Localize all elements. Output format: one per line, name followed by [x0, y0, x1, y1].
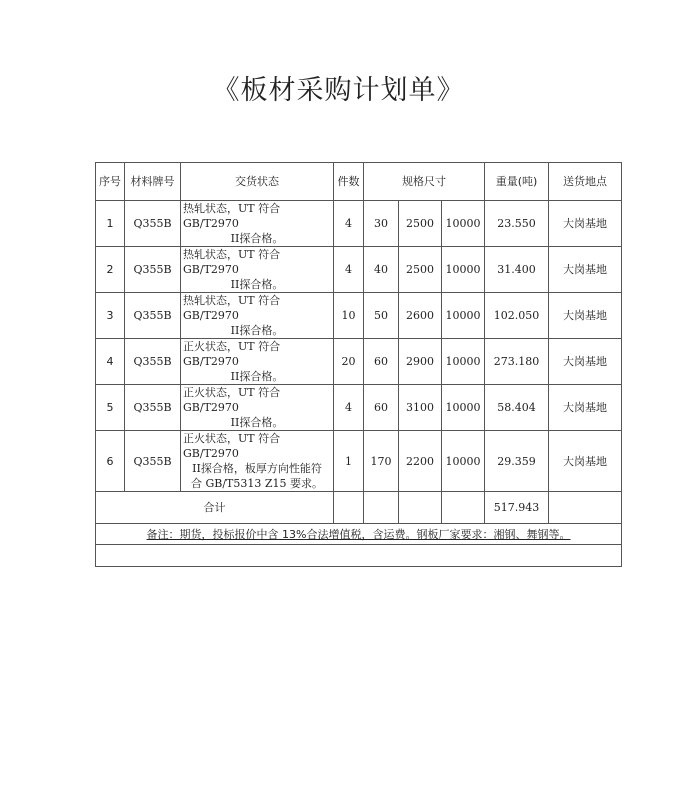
cell-status — [181, 339, 334, 385]
cell-qty: 10 — [334, 293, 364, 339]
header-grade: 材料牌号 — [125, 163, 181, 201]
cell-length: 10000 — [442, 247, 485, 293]
status-line: II探合格。 — [230, 370, 284, 383]
total-label: 合计 — [96, 492, 334, 524]
cell-seq: 6 — [96, 431, 125, 492]
cell-qty: 4 — [334, 247, 364, 293]
cell-destination: 大岗基地 — [549, 431, 622, 492]
cell-seq: 2 — [96, 247, 125, 293]
cell-thickness: 170 — [364, 431, 399, 492]
cell-width: 2500 — [399, 201, 442, 247]
table-header-row — [96, 163, 622, 201]
cell-qty: 1 — [334, 431, 364, 492]
cell-width: 3100 — [399, 385, 442, 431]
total-row — [96, 492, 622, 524]
cell-thickness: 40 — [364, 247, 399, 293]
cell-grade: Q355B — [125, 385, 181, 431]
status-line: II探合格，板厚方向性能符 — [192, 462, 322, 475]
cell-thickness: 60 — [364, 385, 399, 431]
cell-width: 2500 — [399, 247, 442, 293]
status-line: 热轧状态，UT 符合 GB/T2970 — [183, 202, 281, 230]
header-status: 交货状态 — [181, 163, 334, 201]
total-empty-cell — [399, 492, 442, 524]
cell-seq: 4 — [96, 339, 125, 385]
total-empty-cell — [334, 492, 364, 524]
cell-destination: 大岗基地 — [549, 339, 622, 385]
table-row — [96, 293, 622, 339]
status-line: 合 GB/T5313 Z15 要求。 — [190, 477, 324, 490]
total-empty-cell — [442, 492, 485, 524]
cell-grade: Q355B — [125, 293, 181, 339]
purchase-plan-table — [95, 162, 622, 567]
cell-grade: Q355B — [125, 339, 181, 385]
cell-destination: 大岗基地 — [549, 293, 622, 339]
cell-status — [181, 431, 334, 492]
blank-row — [96, 545, 622, 567]
status-line: 正火状态，UT 符合 GB/T2970 — [183, 432, 281, 460]
cell-weight: 29.359 — [485, 431, 549, 492]
cell-thickness: 30 — [364, 201, 399, 247]
cell-width: 2600 — [399, 293, 442, 339]
blank-cell — [96, 545, 622, 567]
cell-weight: 31.400 — [485, 247, 549, 293]
cell-length: 10000 — [442, 431, 485, 492]
header-weight: 重量(吨) — [485, 163, 549, 201]
cell-grade: Q355B — [125, 201, 181, 247]
cell-destination: 大岗基地 — [549, 247, 622, 293]
cell-length: 10000 — [442, 339, 485, 385]
table-row — [96, 339, 622, 385]
status-line: 热轧状态，UT 符合 GB/T2970 — [183, 248, 281, 276]
cell-thickness: 60 — [364, 339, 399, 385]
header-seq: 序号 — [96, 163, 125, 201]
note-row — [96, 524, 622, 545]
cell-weight: 58.404 — [485, 385, 549, 431]
header-spec: 规格尺寸 — [364, 163, 485, 201]
status-line: II探合格。 — [230, 278, 284, 291]
cell-width: 2900 — [399, 339, 442, 385]
status-line: II探合格。 — [230, 416, 284, 429]
cell-qty: 4 — [334, 385, 364, 431]
status-line: II探合格。 — [230, 324, 284, 337]
cell-seq: 3 — [96, 293, 125, 339]
status-line: 正火状态，UT 符合 GB/T2970 — [183, 340, 281, 368]
cell-status — [181, 247, 334, 293]
table-row — [96, 247, 622, 293]
table-row — [96, 385, 622, 431]
note-text: 备注：期货，投标报价中含 13%合法增值税，含运费。钢板厂家要求：湘钢、舞钢等。 — [146, 527, 571, 541]
note-cell — [96, 524, 622, 545]
cell-length: 10000 — [442, 201, 485, 247]
header-qty: 件数 — [334, 163, 364, 201]
cell-status — [181, 201, 334, 247]
cell-grade: Q355B — [125, 431, 181, 492]
cell-qty: 4 — [334, 201, 364, 247]
cell-seq: 1 — [96, 201, 125, 247]
header-destination: 送货地点 — [549, 163, 622, 201]
cell-destination: 大岗基地 — [549, 201, 622, 247]
status-line: 正火状态，UT 符合 GB/T2970 — [183, 386, 281, 414]
page-title: 《板材采购计划单》 — [212, 75, 465, 106]
cell-weight: 273.180 — [485, 339, 549, 385]
total-empty-cell — [549, 492, 622, 524]
table-row — [96, 201, 622, 247]
cell-weight: 102.050 — [485, 293, 549, 339]
total-weight: 517.943 — [485, 492, 549, 524]
cell-grade: Q355B — [125, 247, 181, 293]
cell-thickness: 50 — [364, 293, 399, 339]
cell-status — [181, 385, 334, 431]
cell-weight: 23.550 — [485, 201, 549, 247]
cell-destination: 大岗基地 — [549, 385, 622, 431]
cell-seq: 5 — [96, 385, 125, 431]
total-empty-cell — [364, 492, 399, 524]
status-line: II探合格。 — [230, 232, 284, 245]
cell-length: 10000 — [442, 293, 485, 339]
cell-width: 2200 — [399, 431, 442, 492]
status-line: 热轧状态，UT 符合 GB/T2970 — [183, 294, 281, 322]
cell-qty: 20 — [334, 339, 364, 385]
cell-status — [181, 293, 334, 339]
table-row — [96, 431, 622, 492]
cell-length: 10000 — [442, 385, 485, 431]
